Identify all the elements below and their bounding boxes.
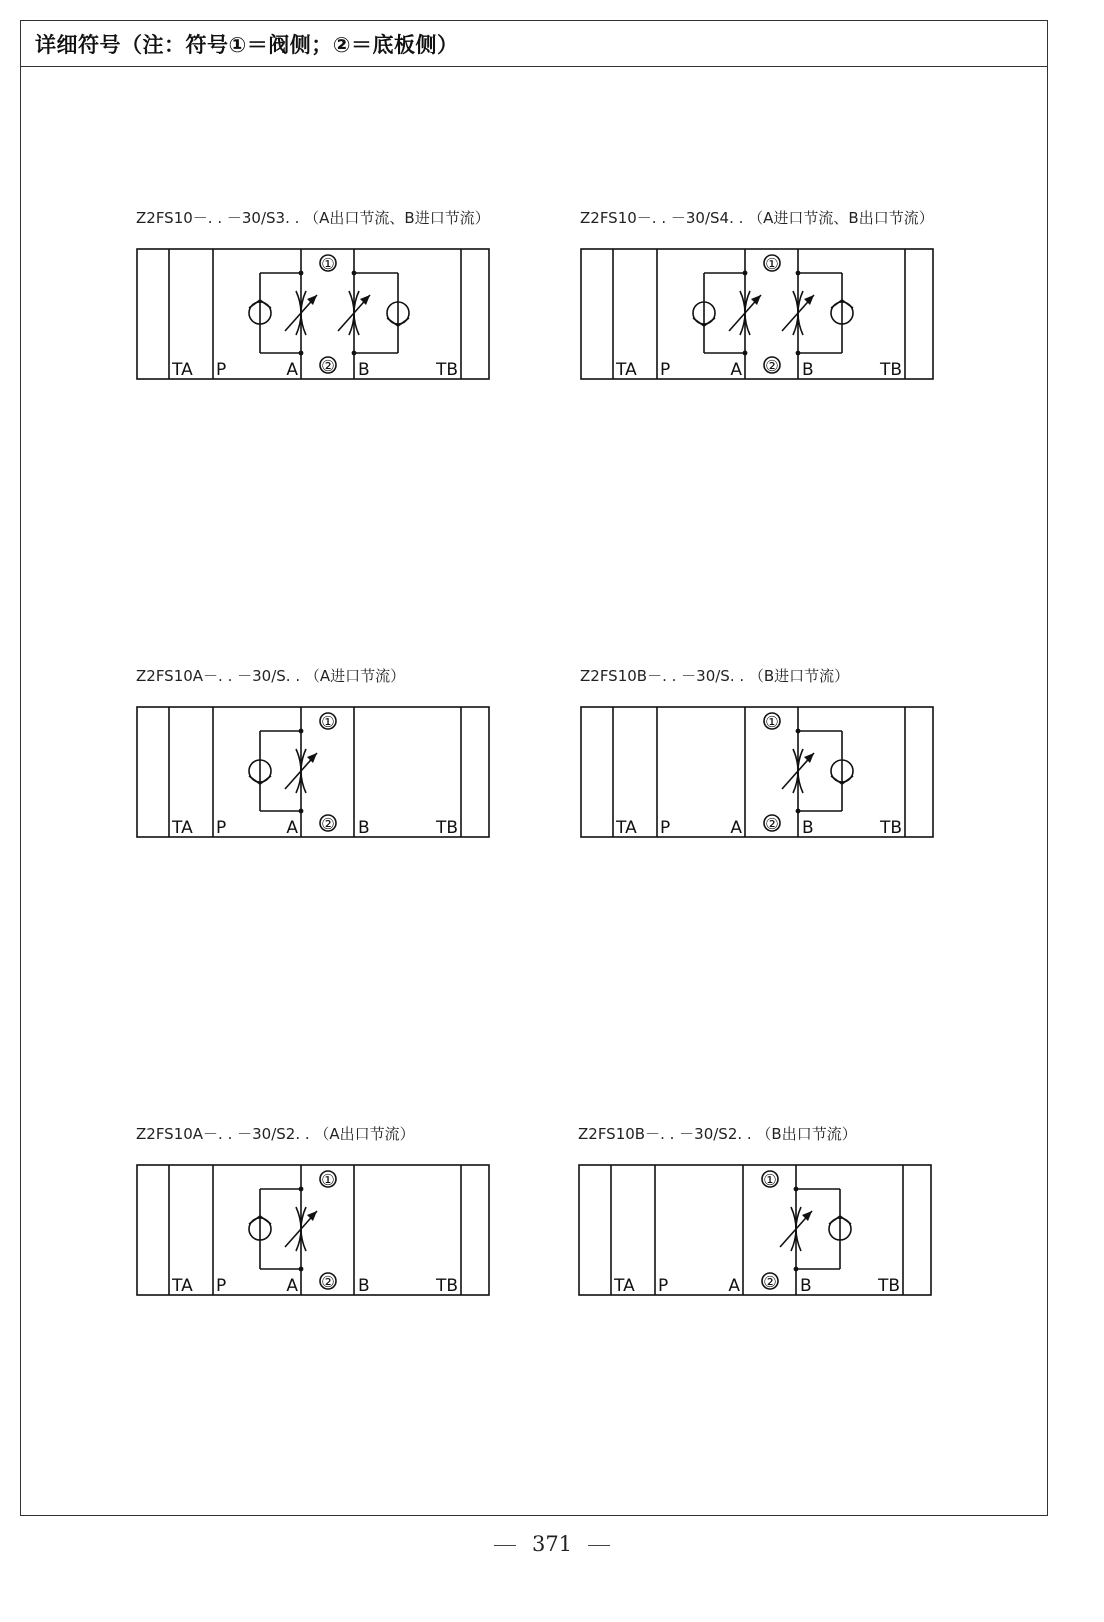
port-label-b: B xyxy=(358,1276,370,1296)
check-valve-seat xyxy=(842,776,853,784)
port-label-a: A xyxy=(730,818,742,838)
port-label-a: A xyxy=(286,360,298,380)
port-label-p: P xyxy=(216,818,227,838)
port-label-a: A xyxy=(286,818,298,838)
port-label-p: P xyxy=(660,818,671,838)
port-label-tb: TB xyxy=(435,818,458,838)
figure-caption: Z2FS10B－. . －30/S. . （B进口节流） xyxy=(580,667,850,685)
port-label-ta: TA xyxy=(172,360,193,380)
check-valve-seat xyxy=(842,300,853,308)
port-label-tb: TB xyxy=(435,360,458,380)
figure xyxy=(580,665,980,865)
port-label-ta: TA xyxy=(172,1276,193,1296)
port-label-b: B xyxy=(800,1276,812,1296)
hydraulic-symbol xyxy=(580,235,940,385)
check-valve-seat xyxy=(704,318,715,326)
marker-valve-side: ① xyxy=(321,255,335,273)
port-label-ta: TA xyxy=(616,360,637,380)
marker-valve-side: ① xyxy=(765,713,779,731)
port-label-b: B xyxy=(802,360,814,380)
marker-valve-side: ① xyxy=(321,1171,335,1189)
port-label-a: A xyxy=(286,1276,298,1296)
page-title: 详细符号（注：符号①＝阀侧；②＝底板侧） xyxy=(35,33,459,57)
check-valve-seat xyxy=(260,300,271,308)
marker-plate-side: ② xyxy=(321,1273,335,1291)
port-label-a: A xyxy=(730,360,742,380)
figure-caption: Z2FS10B－. . －30/S2. . （B出口节流） xyxy=(578,1125,857,1143)
figure xyxy=(580,207,980,407)
port-label-p: P xyxy=(216,1276,227,1296)
header-bar xyxy=(21,21,1047,67)
check-valve-seat xyxy=(249,300,260,308)
check-valve-seat xyxy=(831,776,842,784)
port-label-tb: TB xyxy=(879,360,902,380)
hydraulic-symbol xyxy=(136,1151,496,1301)
port-label-b: B xyxy=(358,360,370,380)
check-valve-seat xyxy=(387,318,398,326)
port-label-a: A xyxy=(728,1276,740,1296)
port-label-tb: TB xyxy=(879,818,902,838)
port-label-p: P xyxy=(658,1276,669,1296)
marker-plate-side: ② xyxy=(765,815,779,833)
port-label-b: B xyxy=(358,818,370,838)
figure xyxy=(136,665,536,865)
marker-plate-side: ② xyxy=(765,357,779,375)
marker-valve-side: ① xyxy=(321,713,335,731)
marker-valve-side: ① xyxy=(763,1171,777,1189)
page-number: 371 xyxy=(531,1532,573,1556)
figure-caption: Z2FS10A－. . －30/S2. . （A出口节流） xyxy=(136,1125,415,1143)
figure xyxy=(136,1123,536,1323)
marker-plate-side: ② xyxy=(321,815,335,833)
check-valve-seat xyxy=(260,776,271,784)
hydraulic-symbol xyxy=(136,235,496,385)
hydraulic-symbol xyxy=(578,1151,938,1301)
hydraulic-symbol xyxy=(136,693,496,843)
page-number-area xyxy=(0,1532,1104,1556)
hydraulic-symbol xyxy=(580,693,940,843)
port-label-tb: TB xyxy=(877,1276,900,1296)
check-valve-seat xyxy=(249,776,260,784)
page-number-dash-right xyxy=(588,1545,610,1546)
figure xyxy=(136,207,536,407)
port-label-ta: TA xyxy=(172,818,193,838)
check-valve-seat xyxy=(840,1216,851,1224)
marker-valve-side: ① xyxy=(765,255,779,273)
port-label-ta: TA xyxy=(616,818,637,838)
marker-plate-side: ② xyxy=(763,1273,777,1291)
figure-caption: Z2FS10A－. . －30/S. . （A进口节流） xyxy=(136,667,406,685)
port-label-p: P xyxy=(660,360,671,380)
port-label-tb: TB xyxy=(435,1276,458,1296)
check-valve-seat xyxy=(693,318,704,326)
check-valve-seat xyxy=(829,1216,840,1224)
check-valve-seat xyxy=(831,300,842,308)
figure xyxy=(578,1123,978,1323)
page-number-dash-left xyxy=(494,1545,516,1546)
marker-plate-side: ② xyxy=(321,357,335,375)
check-valve-seat xyxy=(249,1216,260,1224)
port-label-b: B xyxy=(802,818,814,838)
port-label-ta: TA xyxy=(614,1276,635,1296)
port-label-p: P xyxy=(216,360,227,380)
figure-caption: Z2FS10－. . －30/S3. . （A出口节流、B进口节流） xyxy=(136,209,490,227)
check-valve-seat xyxy=(260,1216,271,1224)
figure-caption: Z2FS10－. . －30/S4. . （A进口节流、B出口节流） xyxy=(580,209,934,227)
check-valve-seat xyxy=(398,318,409,326)
